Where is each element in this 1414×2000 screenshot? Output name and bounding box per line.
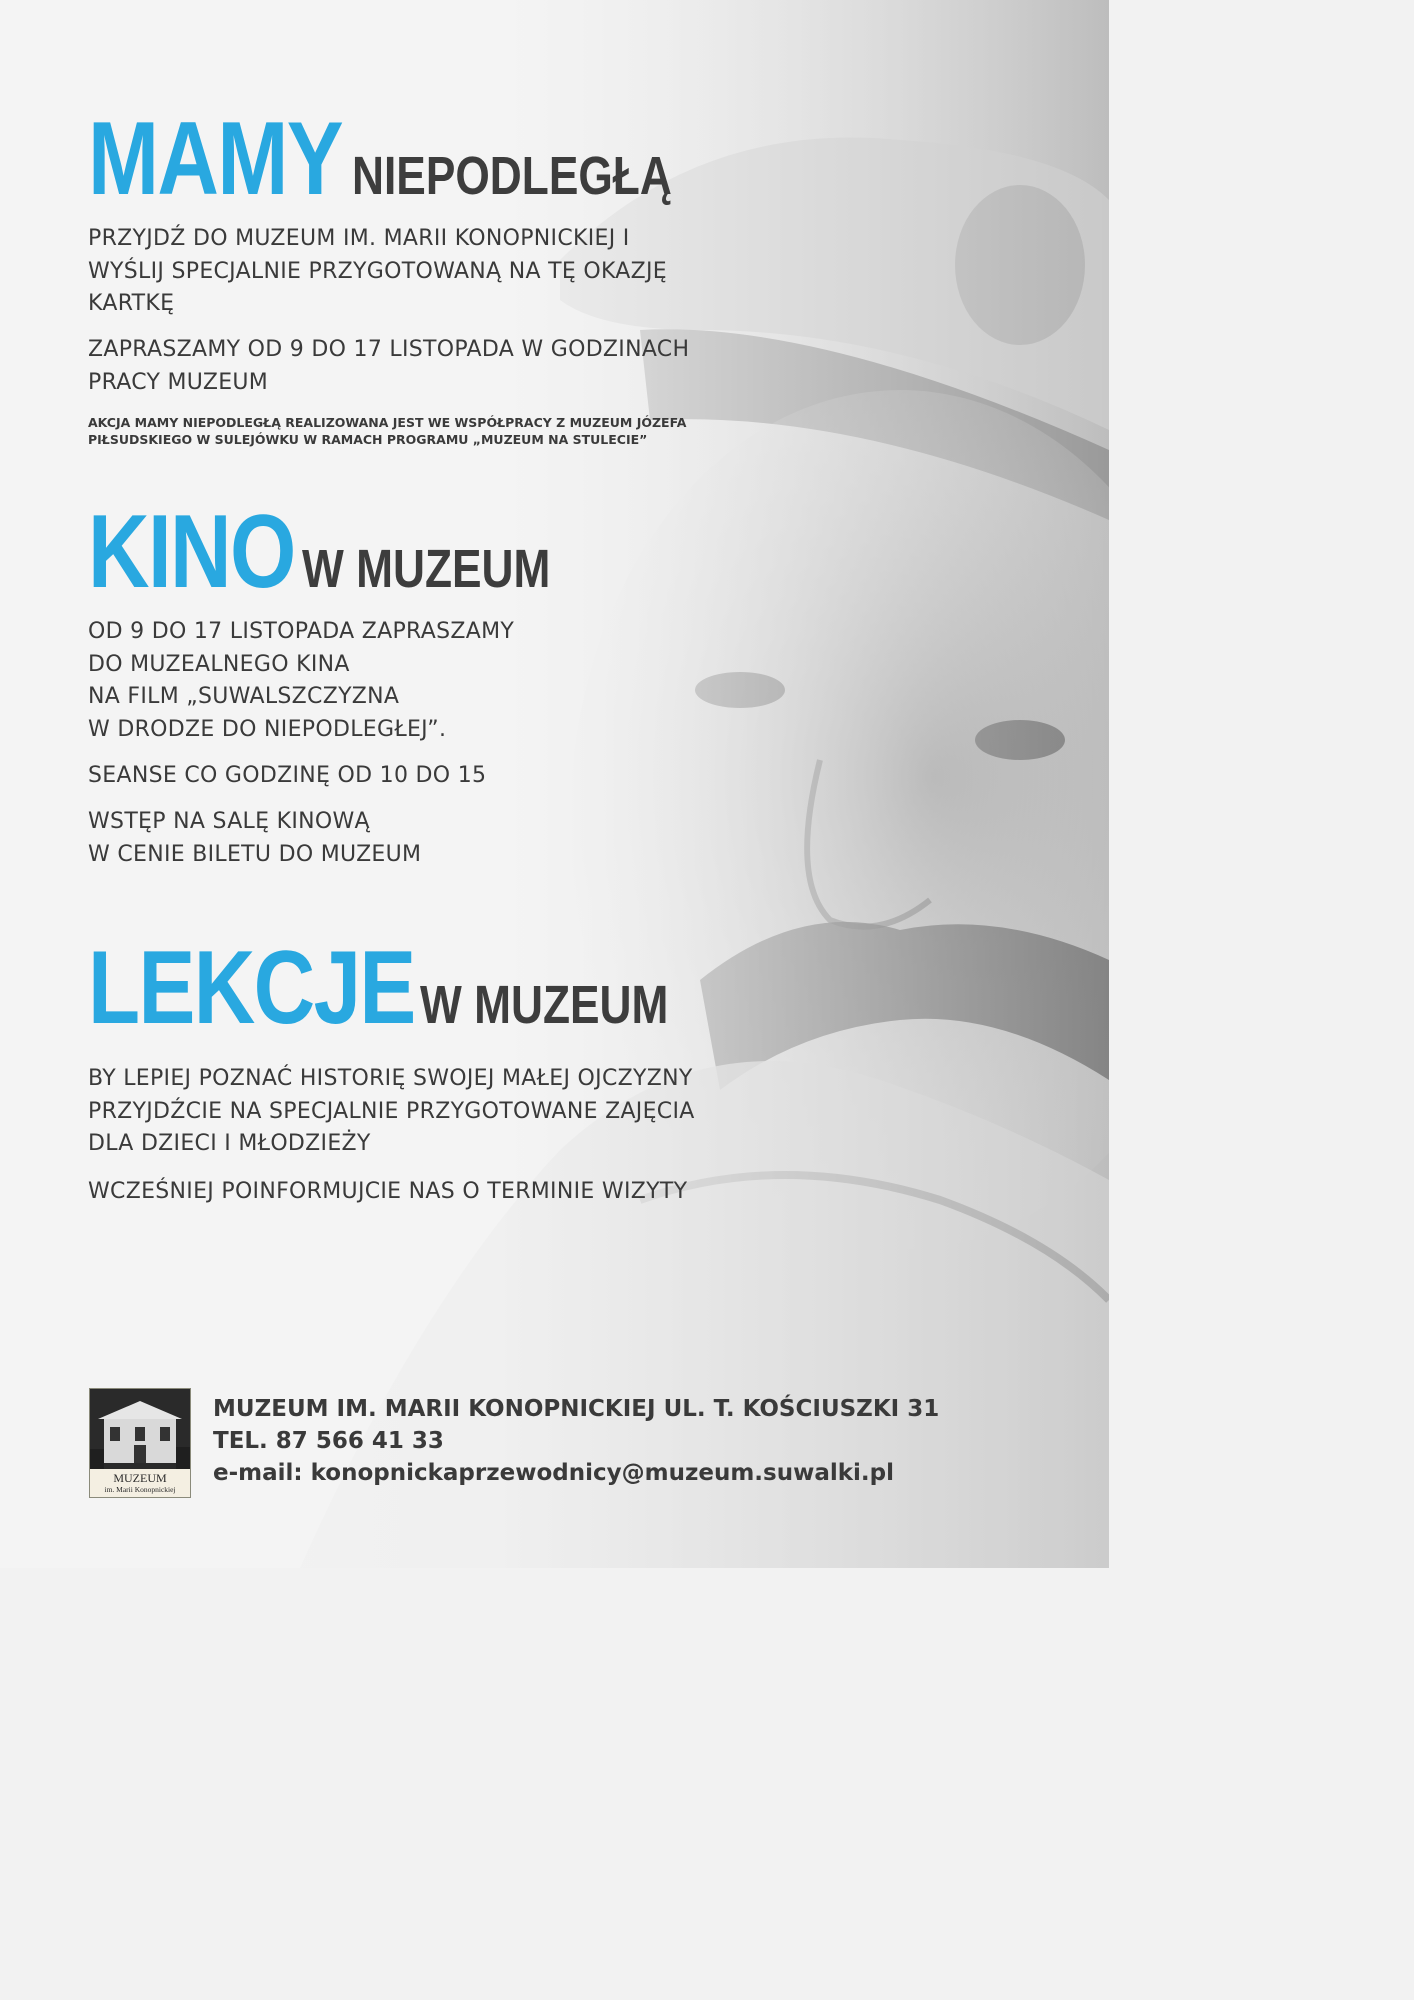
footer-phone: TEL. 87 566 41 33: [213, 1428, 444, 1454]
section2-paragraph-1: OD 9 DO 17 LISTOPADA ZAPRASZAMY DO MUZEALNEGO KINA NA FILM „SUWALSZCZYZNA W DRODZE DO NIEPODLEGŁEJ”.: [88, 619, 515, 742]
section1-title-small: NIEPODLEGŁĄ: [351, 146, 672, 206]
section2-heading: [88, 493, 605, 612]
section2-title-big: KINO: [88, 494, 295, 610]
section2-paragraph-3: WSTĘP NA SALĘ KINOWĄ W CENIE BILETU DO MUZEUM: [88, 809, 422, 867]
section1-note: AKCJA MAMY NIEPODLEGŁĄ REALIZOWANA JEST WE WSPÓŁPRACY Z MUZEUM JÓZEFA PIŁSUDSKIEGO W SULEJÓWKU W RAMACH PROGRAMU „MUZEUM NA STULECIE”: [88, 415, 687, 447]
footer-address: MUZEUM IM. MARII KONOPNICKIEJ UL. T. KOŚCIUSZKI 31: [213, 1396, 940, 1422]
section1-title-big: MAMY: [88, 101, 342, 217]
section3-title-big: LEKCJE: [88, 930, 415, 1046]
section3-heading: [88, 929, 723, 1048]
section1-paragraph-2: ZAPRASZAMY OD 9 DO 17 LISTOPADA W GODZINACH PRACY MUZEUM: [88, 337, 690, 395]
section1-heading: [88, 100, 742, 219]
section2-paragraph-2: SEANSE CO GODZINĘ OD 10 DO 15: [88, 763, 487, 788]
footer-email[interactable]: e-mail: konopnickaprzewodnicy@muzeum.suwalki.pl: [213, 1460, 895, 1486]
museum-logo: [89, 1388, 191, 1498]
section1-paragraph-1: PRZYJDŹ DO MUZEUM IM. MARII KONOPNICKIEJ I WYŚLIJ SPECJALNIE PRZYGOTOWANĄ NA TĘ OKAZJĘ KARTKĘ: [88, 226, 668, 316]
museum-building-icon: [90, 1389, 190, 1469]
section2-title-small: W MUZEUM: [302, 539, 551, 599]
logo-text-subtitle: im. Marii Konopnickiej: [104, 1485, 176, 1494]
section3-paragraph-2: WCZEŚNIEJ POINFORMUJCIE NAS O TERMINIE WIZYTY: [88, 1179, 688, 1204]
section3-title-small: W MUZEUM: [420, 975, 669, 1035]
section3-paragraph-1: BY LEPIEJ POZNAĆ HISTORIĘ SWOJEJ MAŁEJ OJCZYZNY PRZYJDŹCIE NA SPECJALNIE PRZYGOTOWANE ZAJĘCIA DLA DZIECI I MŁODZIEŻY: [88, 1066, 695, 1156]
logo-text-museum: MUZEUM: [113, 1471, 167, 1485]
